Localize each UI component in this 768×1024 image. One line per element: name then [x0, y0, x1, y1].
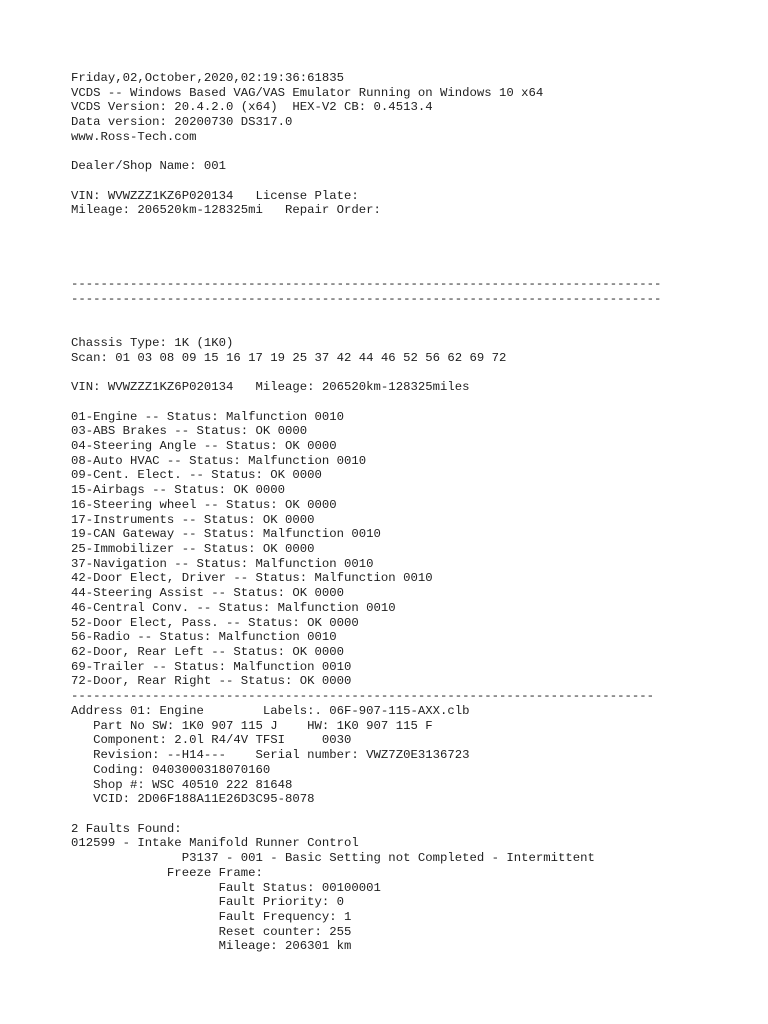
- module-status-line: 03-ABS Brakes -- Status: OK 0000: [71, 424, 308, 439]
- blank-line: [71, 145, 661, 160]
- vin-license-line: VIN: WVWZZZ1KZ6P020134 License Plate:: [71, 188, 359, 203]
- separator-line: --------------------------------------------------------------------------------: [71, 277, 662, 292]
- blank-line: [71, 248, 661, 263]
- module-status-line: 01-Engine -- Status: Malfunction 0010: [71, 409, 345, 424]
- fault-code: 012599 - Intake Manifold Runner Control: [71, 836, 359, 851]
- module-status-line: 56-Radio -- Status: Malfunction 0010: [71, 630, 337, 645]
- blank-line: [71, 233, 661, 248]
- module-status-line: 44-Steering Assist -- Status: OK 0000: [71, 586, 345, 601]
- chassis-type: Chassis Type: 1K (1K0): [71, 335, 234, 350]
- vin-mileage-line: VIN: WVWZZZ1KZ6P020134 Mileage: 206520km-128325miles: [71, 380, 470, 395]
- blank-line: [71, 395, 661, 410]
- blank-line: [71, 262, 661, 277]
- blank-line: [71, 807, 661, 822]
- module-status-line: 09-Cent. Elect. -- Status: OK 0000: [71, 468, 322, 483]
- freeze-frame-field: Fault Status: 00100001: [71, 880, 381, 895]
- freeze-frame-field: Fault Priority: 0: [71, 895, 345, 910]
- blank-line: [71, 307, 661, 322]
- blank-line: [71, 174, 661, 189]
- module-status-line: 08-Auto HVAC -- Status: Malfunction 0010: [71, 453, 367, 468]
- module-status-line: 62-Door, Rear Left -- Status: OK 0000: [71, 645, 345, 660]
- module-status-line: 16-Steering wheel -- Status: OK 0000: [71, 497, 337, 512]
- fault-description: P3137 - 001 - Basic Setting not Completed - Intermittent: [71, 851, 595, 866]
- mileage-repair-line: Mileage: 206520km-128325mi Repair Order:: [71, 203, 381, 218]
- module-status-line: 19-CAN Gateway -- Status: Malfunction 0010: [71, 527, 381, 542]
- module-status-line: 42-Door Elect, Driver -- Status: Malfunction 0010: [71, 571, 433, 586]
- module-status-line: 25-Immobilizer -- Status: OK 0000: [71, 542, 315, 556]
- module-status-line: 04-Steering Angle -- Status: OK 0000: [71, 438, 337, 453]
- shop-number: Shop #: WSC 40510 222 81648: [71, 777, 293, 792]
- module-status-line: 72-Door, Rear Right -- Status: OK 0000: [71, 674, 352, 689]
- data-version: Data version: 20200730 DS317.0: [71, 115, 293, 130]
- separator-line: --------------------------------------------------------------------------------: [71, 291, 662, 306]
- software-title: VCDS -- Windows Based VAG/VAS Emulator Running on Windows 10 x64: [71, 85, 544, 100]
- address-header: Address 01: Engine Labels:. 06F-907-115-AXX.clb: [71, 703, 470, 718]
- freeze-frame-heading: Freeze Frame:: [71, 865, 263, 880]
- module-status-line: 37-Navigation -- Status: Malfunction 0010: [71, 556, 374, 571]
- module-status-line: 17-Instruments -- Status: OK 0000: [71, 512, 315, 527]
- report-timestamp: Friday,02,October,2020,02:19:36:61835: [71, 71, 345, 85]
- coding: Coding: 0403000318070160: [71, 762, 271, 777]
- blank-line: [71, 365, 661, 380]
- scan-addresses: Scan: 01 03 08 09 15 16 17 19 25 37 42 44 46 52 56 62 69 72: [71, 350, 507, 365]
- blank-line: [71, 321, 661, 336]
- separator-line: -------------------------------------------------------------------------------: [71, 689, 654, 704]
- part-number: Part No SW: 1K0 907 115 J HW: 1K0 907 115 F: [71, 718, 433, 733]
- blank-line: [71, 218, 661, 233]
- vcid: VCID: 2D06F188A11E26D3C95-8078: [71, 792, 315, 807]
- module-status-line: 15-Airbags -- Status: OK 0000: [71, 483, 286, 498]
- vcds-scan-report: [71, 71, 661, 954]
- freeze-frame-field: Reset counter: 255: [71, 924, 352, 939]
- dealer-shop-name: Dealer/Shop Name: 001: [71, 159, 226, 174]
- faults-found: 2 Faults Found:: [71, 821, 182, 836]
- freeze-frame-field: Fault Frequency: 1: [71, 909, 352, 924]
- component: Component: 2.0l R4/4V TFSI 0030: [71, 733, 352, 748]
- module-status-line: 52-Door Elect, Pass. -- Status: OK 0000: [71, 615, 359, 630]
- module-status-line: 69-Trailer -- Status: Malfunction 0010: [71, 659, 352, 674]
- module-status-line: 46-Central Conv. -- Status: Malfunction 0010: [71, 600, 396, 615]
- software-version: VCDS Version: 20.4.2.0 (x64) HEX-V2 CB: 0.4513.4: [71, 100, 433, 115]
- vendor-website: www.Ross-Tech.com: [71, 129, 197, 144]
- freeze-frame-field: Mileage: 206301 km: [71, 939, 352, 954]
- revision-serial: Revision: --H14--- Serial number: VWZ7Z0E3136723: [71, 748, 470, 763]
